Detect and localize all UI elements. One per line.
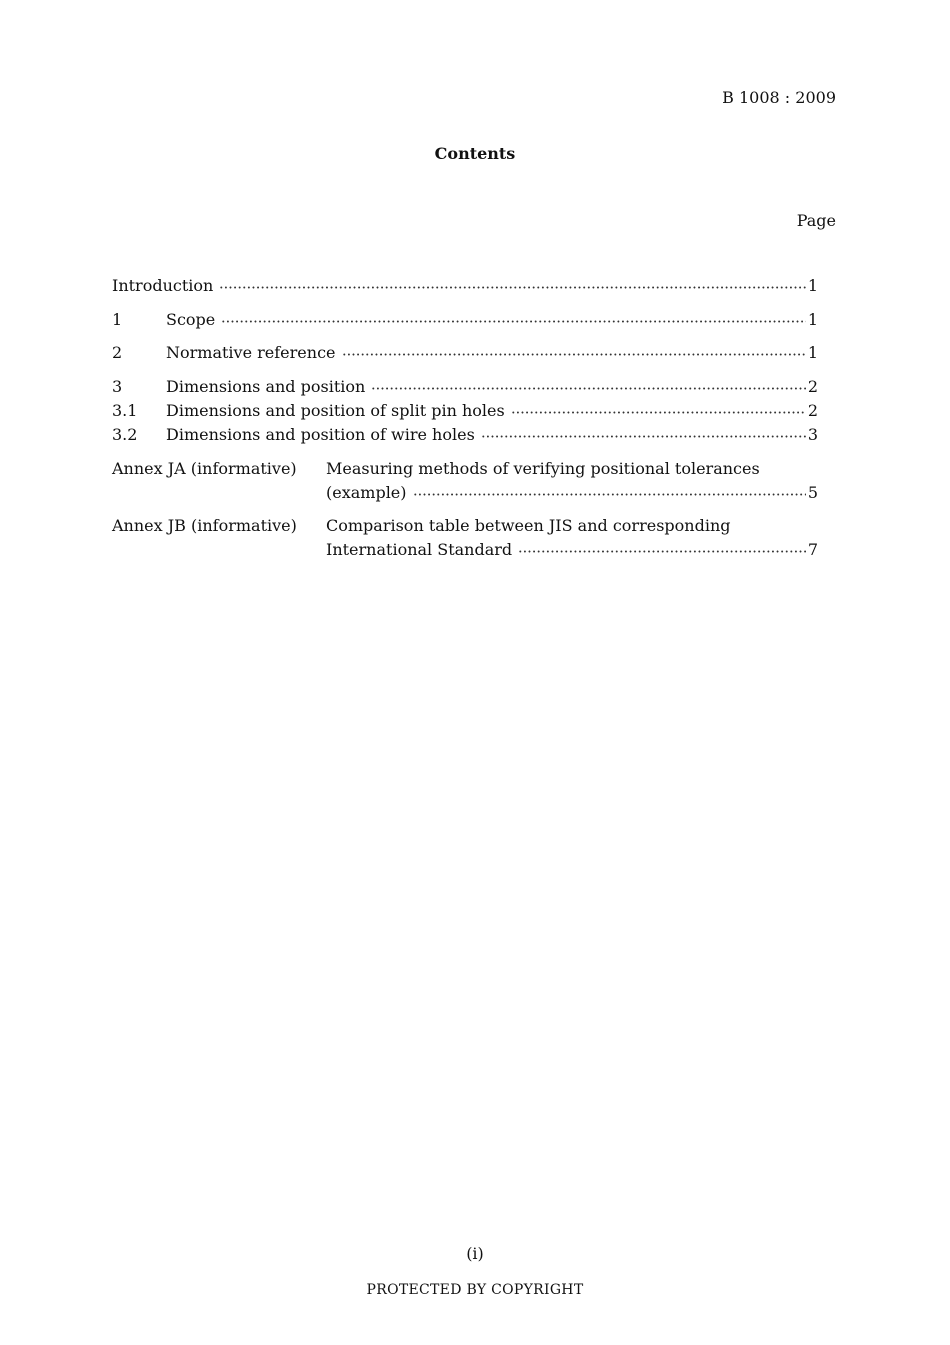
toc-entry-number: 2 bbox=[112, 343, 123, 362]
toc-entry-page: 7 bbox=[807, 540, 818, 559]
annex-label: Annex JB (informative) bbox=[112, 516, 297, 535]
toc-entry-wire-holes[interactable] bbox=[112, 425, 818, 447]
annex-title-line-2: International Standard bbox=[326, 540, 513, 559]
toc-entry-label: Dimensions and position bbox=[166, 377, 366, 396]
toc-entry-page: 1 bbox=[807, 310, 818, 329]
toc-entry-number: 1 bbox=[112, 310, 123, 329]
toc-entry-label: Normative reference bbox=[166, 343, 336, 362]
dot-leader bbox=[221, 316, 806, 326]
dot-leader bbox=[481, 431, 806, 441]
dot-leader bbox=[511, 407, 806, 417]
toc-annex-ja[interactable] bbox=[112, 459, 818, 481]
toc-entry-page: 1 bbox=[807, 343, 818, 362]
dot-leader bbox=[518, 546, 806, 556]
toc-entry-scope[interactable] bbox=[112, 310, 818, 332]
page-column-label: Page bbox=[796, 211, 836, 230]
toc-annex-jb-continuation[interactable] bbox=[112, 540, 818, 562]
toc-entry-label: Dimensions and position of wire holes bbox=[166, 425, 475, 444]
toc-entry-label: Dimensions and position of split pin holes bbox=[166, 401, 505, 420]
annex-title-line-2: (example) bbox=[326, 483, 407, 502]
dot-leader bbox=[219, 282, 805, 292]
toc-entry-number: 3 bbox=[112, 377, 123, 396]
toc-entry-page: 2 bbox=[807, 401, 818, 420]
toc-entry-page: 3 bbox=[807, 425, 818, 444]
toc-entry-page: 5 bbox=[807, 483, 818, 502]
toc-entry-dimensions-and-position[interactable] bbox=[112, 377, 818, 399]
annex-title-line-1: Comparison table between JIS and corresponding bbox=[326, 516, 731, 535]
toc-annex-ja-continuation[interactable] bbox=[112, 483, 818, 505]
toc-entry-normative-reference[interactable] bbox=[112, 343, 818, 365]
toc-entry-split-pin-holes[interactable] bbox=[112, 401, 818, 423]
toc-entry-introduction[interactable] bbox=[112, 276, 818, 298]
toc-annex-jb[interactable] bbox=[112, 516, 818, 538]
document-number: B 1008 : 2009 bbox=[722, 88, 836, 107]
toc-entry-page: 2 bbox=[807, 377, 818, 396]
toc-entry-page: 1 bbox=[807, 276, 818, 295]
toc-entry-label: Introduction bbox=[112, 276, 214, 295]
toc-entry-number: 3.1 bbox=[112, 401, 138, 420]
dot-leader bbox=[371, 383, 806, 393]
page-number: (i) bbox=[466, 1244, 484, 1263]
annex-title-line-1: Measuring methods of verifying positional tolerances bbox=[326, 459, 760, 478]
page-title: Contents bbox=[434, 144, 516, 163]
copyright-notice: PROTECTED BY COPYRIGHT bbox=[366, 1282, 584, 1298]
toc-entry-label: Scope bbox=[166, 310, 216, 329]
annex-label: Annex JA (informative) bbox=[112, 459, 297, 478]
dot-leader bbox=[342, 349, 806, 359]
toc-entry-number: 3.2 bbox=[112, 425, 138, 444]
dot-leader bbox=[413, 489, 806, 499]
